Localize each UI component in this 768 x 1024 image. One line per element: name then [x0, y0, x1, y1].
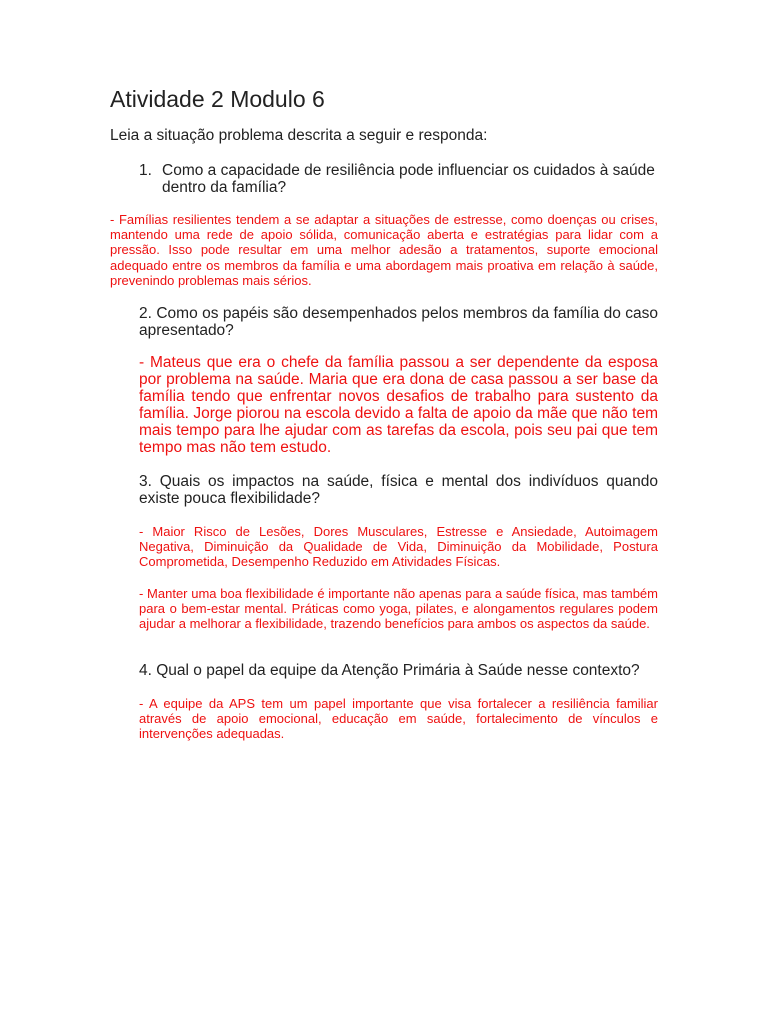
page-title: Atividade 2 Modulo 6 — [110, 86, 325, 112]
question-3: 3. Quais os impactos na saúde, física e mental dos indivíduos quando existe pouca flexibilidade? — [139, 473, 658, 507]
question-4: 4. Qual o papel da equipe da Atenção Primária à Saúde nesse contexto? — [139, 662, 640, 679]
question-1 — [139, 162, 659, 196]
answer-3: - Maior Risco de Lesões, Dores Musculares, Estresse e Ansiedade, Autoimagem Negativa, Diminuição da Qualidade de Vida, Diminuição da Mobilidade, Postura Comprometida, Desempenho Reduzido em Atividades Físicas. — [139, 524, 658, 570]
intro-text: Leia a situação problema descrita a seguir e responda: — [110, 127, 488, 144]
question-1-number: 1. — [139, 162, 152, 179]
question-2: 2. Como os papéis são desempenhados pelos membros da família do caso apresentado? — [139, 305, 658, 339]
answer-3-continued: - Manter uma boa flexibilidade é importante não apenas para a saúde física, mas também para o bem-estar mental. Práticas como yoga, pilates, e alongamentos regulares podem ajudar a melhorar a flexibilidade, trazendo benefícios para ambos os aspectos da saúde. — [139, 586, 658, 632]
answer-2: - Mateus que era o chefe da família passou a ser dependente da esposa por problema na saúde. Maria que era dona de casa passou a ser base da família tendo que enfrentar novos desafios de trabalho para sustento da família. Jorge piorou na escola devido a falta de apoio da mãe que não tem mais tempo para lhe ajudar com as tarefas da escola, pois seu pai que tem tempo mas não tem estudo. — [139, 354, 658, 456]
question-1-text: Como a capacidade de resiliência pode influenciar os cuidados à saúde dentro da família? — [162, 162, 655, 196]
answer-4: - A equipe da APS tem um papel importante que visa fortalecer a resiliência familiar através de apoio emocional, educação em saúde, fortalecimento de vínculos e intervenções adequadas. — [139, 696, 658, 742]
answer-1: - Famílias resilientes tendem a se adaptar a situações de estresse, como doenças ou crises, mantendo uma rede de apoio sólida, comunicação aberta e estratégias para lidar com a pressão. Isso pode resultar em uma melhor adesão a tratamentos, suporte emocional adequado entre os membros da família e uma abordagem mais proativa em relação à saúde, prevenindo problemas mais sérios. — [110, 212, 658, 288]
